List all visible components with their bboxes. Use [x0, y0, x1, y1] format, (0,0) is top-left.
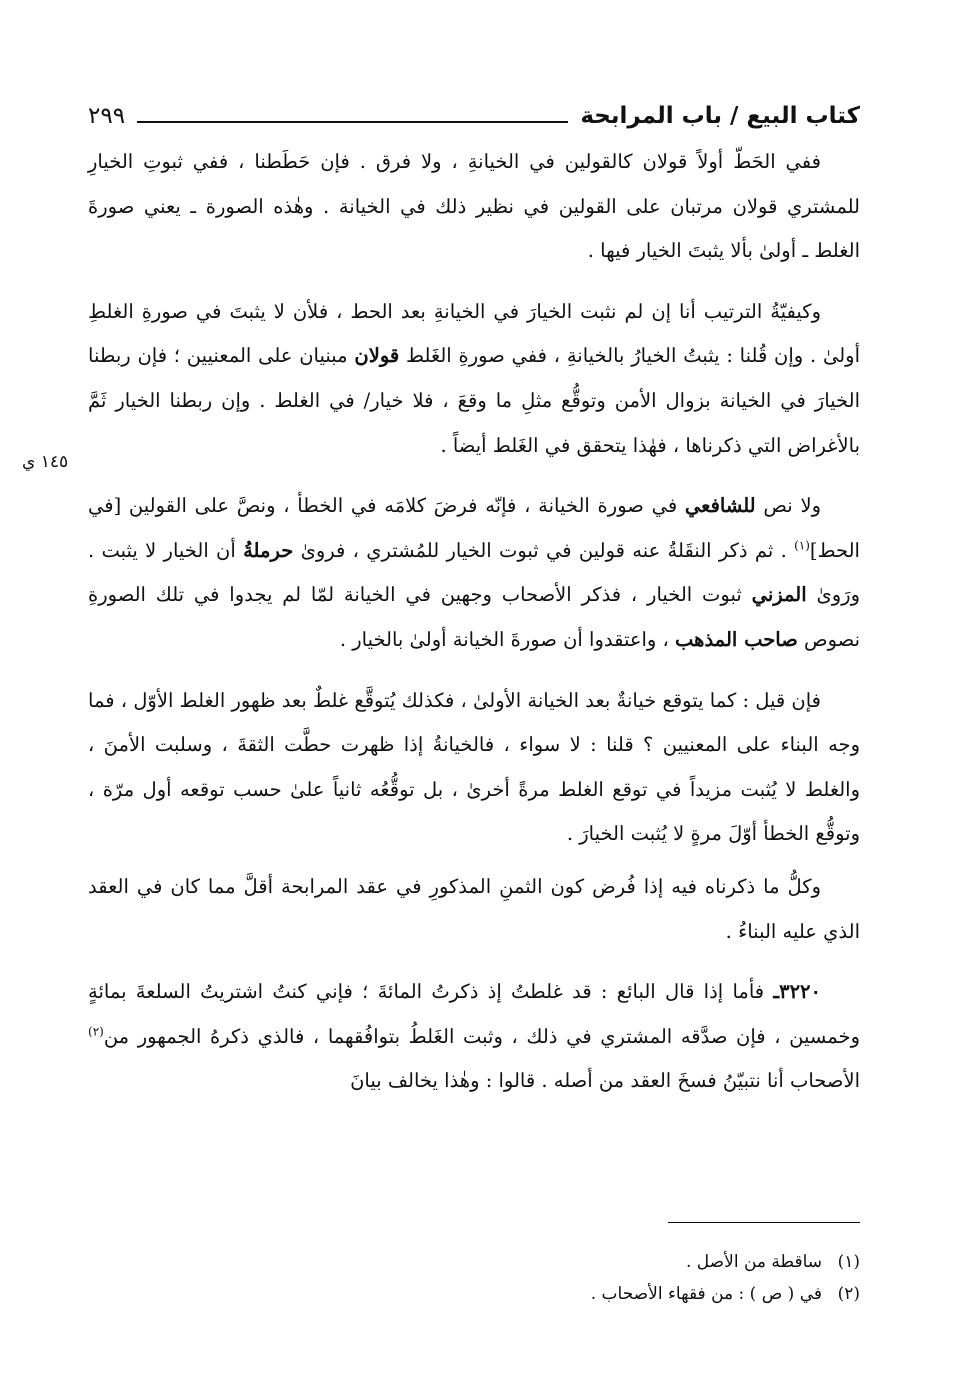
paragraph-3: [88, 484, 860, 662]
page-number: ٢٩٩: [88, 103, 126, 129]
footnote-rule: [668, 1222, 860, 1223]
paragraph-6-text-c: الأصحاب أنا نتبيّنُ فسخَ العقد من أصله . قالوا : وهٰذا يخالف بيانَ: [350, 1069, 860, 1093]
header-rule: [137, 121, 568, 123]
margin-manuscript-note: ١٤٥ ي: [22, 452, 69, 472]
paragraph-2-bold-term: قولان: [354, 344, 400, 368]
footnote-ref-2: (٢): [88, 1024, 104, 1039]
name-harmala: حرملةُ: [243, 538, 294, 562]
footnote-1: [88, 1246, 860, 1278]
paragraph-3-text-f: أن الخيار لا يثبت . ورَوىٰ: [88, 538, 860, 607]
footnote-ref-1: (١): [794, 538, 810, 553]
name-muzani: المزني: [751, 583, 807, 607]
footnote-2-text: في ( ص ) : من فقهاء الأصحاب .: [590, 1284, 822, 1304]
name-shafii: للشافعي: [684, 494, 756, 518]
section-number: ٣٢٢٠ـ: [773, 980, 821, 1004]
paragraph-6: [88, 970, 860, 1104]
footnote-2: [88, 1278, 860, 1310]
term-sahib-al-madhhab: صاحب المذهب: [675, 627, 798, 651]
paragraph-3-text-a: ولا نص: [755, 494, 821, 518]
footnote-1-number: (١): [837, 1252, 860, 1272]
running-title: كتاب البيع / باب المرابحة: [580, 103, 860, 129]
paragraph-2: [88, 290, 860, 468]
main-text: [88, 140, 860, 1120]
paragraph-2-text-a: وكيفيّةُ الترتيب أنا إن لم نثبت الخيارَ في الخيانةِ بعد الحط ، فلأن لا يثبتَ في صورةِ الغلطِ أولىٰ . وإن قُلنا : يثبتُ الخيارُ بالخيانةِ ، ففي صورةِ الغَلط: [88, 299, 860, 368]
paragraph-3-text-c: في صورة الخيانة ، فإنّه فرضَ كلامَه في الخطأ ، ونصَّ على القولين [في الحط]: [88, 494, 860, 562]
paragraph-2-text-c: مبنيان على المعنيين ؛ فإن ربطنا الخيارَ في الخيانة بزوال الأمن وتوقُّع مثلِ ما وقعَ ، فلا خيار/ في الغلط . وإن ربطنا الخيار ثَمَّ بالأغراض التي ذكرناها ، فهٰذا يتحقق في الغَلط أيضاً .: [88, 344, 860, 457]
paragraph-3-text-j: ، واعتقدوا أن صورةَ الخيانة أولىٰ بالخيار .: [339, 627, 676, 651]
paragraph-3-text-h: ثبوت الخيار ، فذكر الأصحاب وجهين في الخيانة لمّا لم يجدوا في تلك الصورةِ نصوص: [88, 583, 860, 651]
paragraph-5: وكلُّ ما ذكرناه فيه إذا فُرض كون الثمنِ المذكورِ في عقد المرابحة أقلَّ مما كان في العقد الذي عليه البناءُ .: [88, 874, 860, 943]
footnote-1-text: ساقطة من الأصل .: [686, 1252, 822, 1272]
footnotes: [88, 1246, 860, 1310]
paragraph-6-text-b: فأما إذا قال البائع : قد غلطتُ إذ ذكرتُ المائةَ ؛ فإني كنتُ اشتريتُ السلعةَ بمائةٍ وخمسين ، فإن صدَّقه المشتري في ذلك ، وثبت الغَلطُ بتوافُقهما ، فالذي ذكرهُ الجمهور من: [88, 980, 860, 1048]
footnote-2-number: (٢): [837, 1284, 860, 1304]
paragraph-4: فإن قيل : كما يتوقع خيانةٌ بعد الخيانة الأولىٰ ، فكذلك يُتوقَّع غلطٌ بعد ظهور الغلط الأوّل ، فما وجه البناء على المعنيين ؟ قلنا : لا سواء ، فالخيانةُ إذا ظهرت حطَّت الثقةَ ، وسلبت الأمنَ ، والغلط لا يُثبت مزيداً في توقع الغلط مرةً أخرىٰ ، بل توقُّعُه ثانياً علىٰ حسب توقعه أول مرّة ، وتوقُّع الخطأ أوّلَ مرةٍ لا يُثبت الخيارَ .: [88, 688, 860, 846]
paragraph-3-text-d: . ثم ذكر النقَلةُ عنه قولين في ثبوت الخيار للمُشتري ، فروىٰ: [293, 538, 795, 562]
paragraph-1: ففي الحَطّ أولاً قولان كالقولين في الخيانةِ ، ولا فرق . فإن حَطَطنا ، ففي ثبوتِ الخيارِ للمشتري قولان مرتبان على القولين في نظير ذلك في الخيانة . وهٰذه الصورة ـ يعني صورةَ الغلط ـ أولىٰ بألا يثبتَ الخيار فيها .: [88, 150, 860, 263]
page-header: [88, 88, 860, 128]
